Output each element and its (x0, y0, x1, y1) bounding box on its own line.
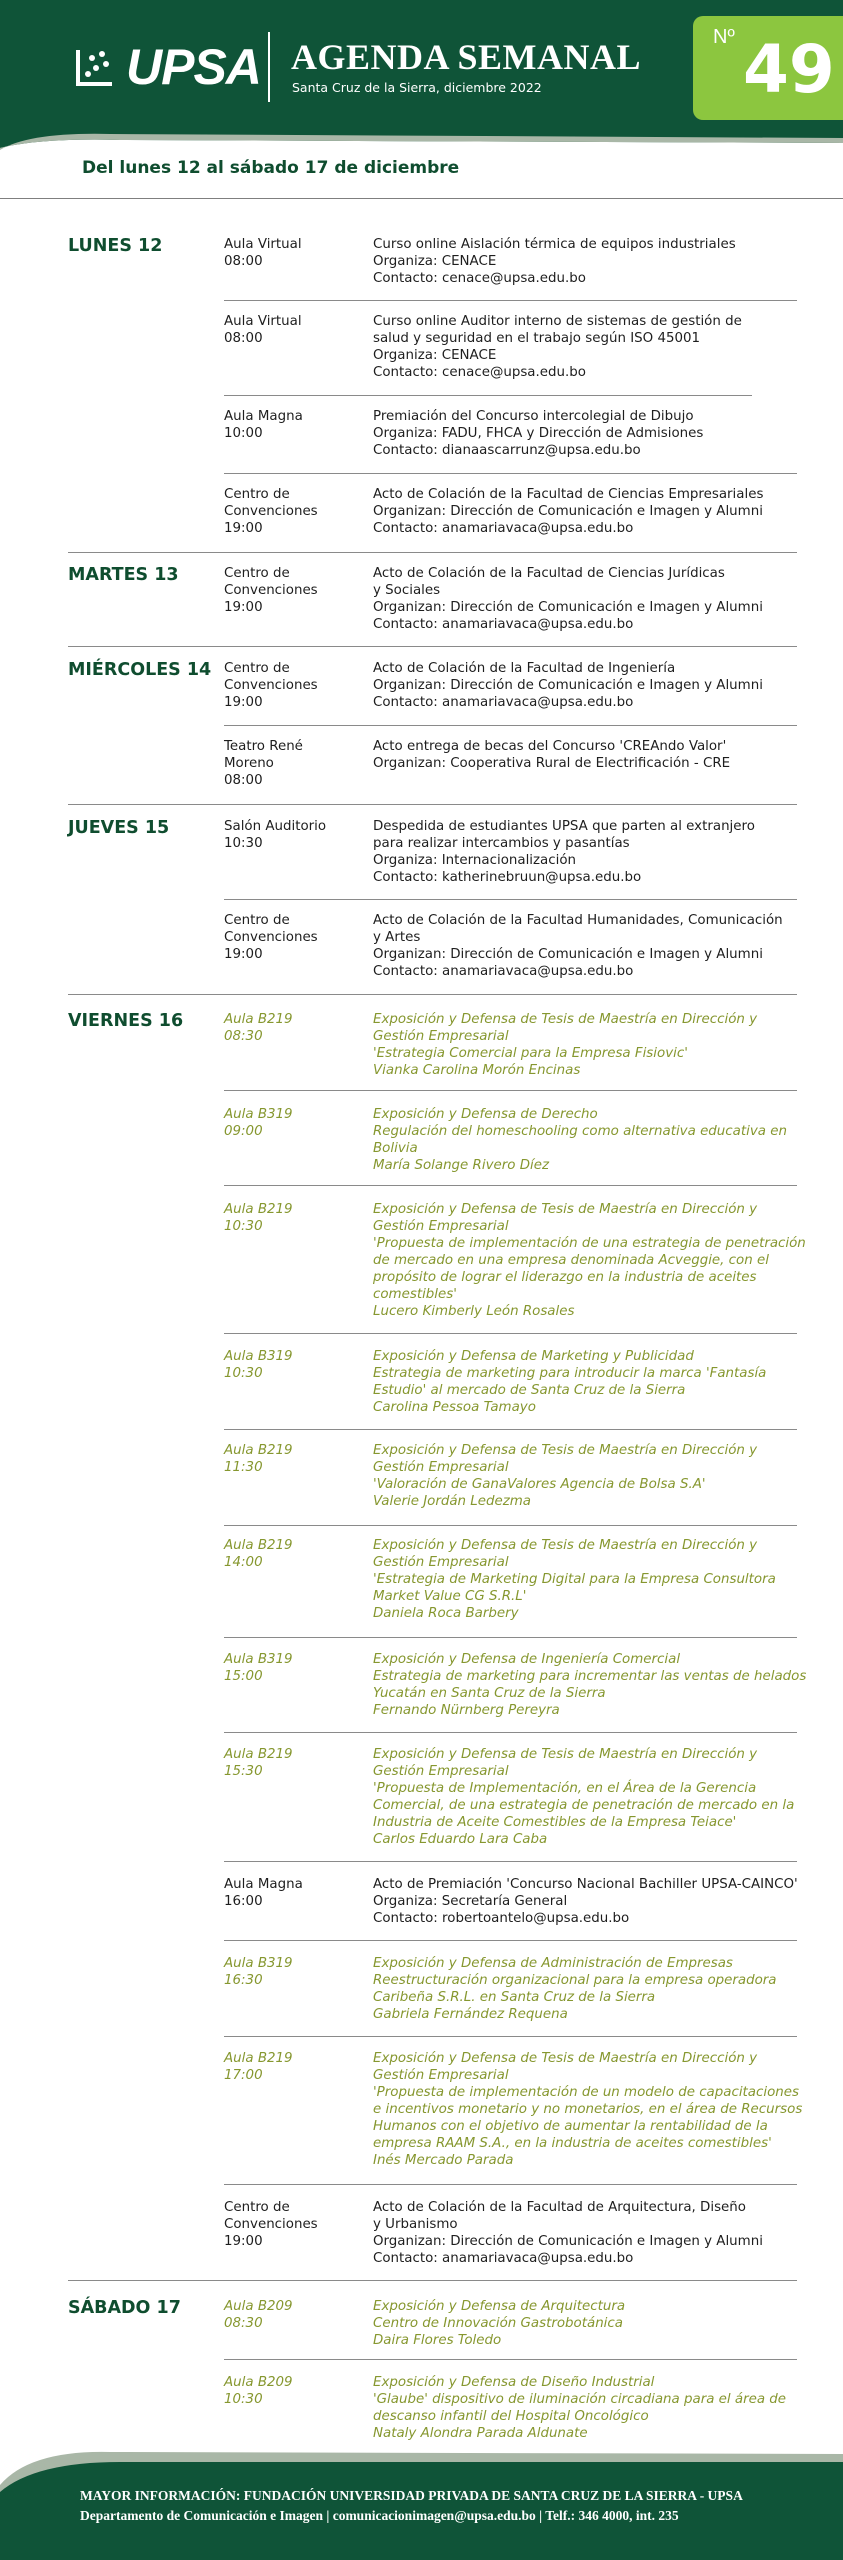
event-description-line: Despedida de estudiantes UPSA que parten al extranjero (373, 819, 755, 834)
event-description-line: Acto de Colación de la Facultad Humanidades, Comunicación (373, 913, 783, 928)
event-description-line: y Artes (373, 930, 421, 945)
event-description-line: empresa RAAM S.A., en la industria de aceites comestibles' (373, 2136, 772, 2151)
event-description-line: Comercial, de una estrategia de penetración de mercado en la (373, 1798, 795, 1813)
event-description-line: Exposición y Defensa de Tesis de Maestría en Dirección y (373, 1747, 758, 1762)
event-time: 10:30 (224, 1366, 263, 1381)
event-place-time (224, 1106, 364, 1140)
event-description-line: y Urbanismo (373, 2217, 458, 2232)
day-label-viernes: VIERNES 16 (68, 1011, 184, 1031)
event-description-line: Carlos Eduardo Lara Caba (373, 1832, 548, 1847)
event-time: 08:30 (224, 1029, 263, 1044)
event-time: 10:30 (224, 836, 263, 851)
event-place-time (224, 1876, 364, 1910)
event-location: Aula Virtual (224, 314, 302, 329)
event-description-line: Exposición y Defensa de Tesis de Maestría en Dirección y (373, 1443, 758, 1458)
event-description-line: Acto entrega de becas del Concurso 'CREAndo Valor' (373, 739, 727, 754)
event-divider (224, 1861, 797, 1862)
event-place-time (224, 912, 364, 963)
footer-info-title: MAYOR INFORMACIÓN: FUNDACIÓN UNIVERSIDAD PRIVADA DE SANTA CRUZ DE LA SIERRA - UPSA (80, 2488, 743, 2503)
issue-badge (693, 16, 843, 120)
event-divider (224, 1637, 797, 1638)
day-label-sabado: SÁBADO 17 (68, 2298, 181, 2318)
event-description-line: de mercado en una empresa denominada Acveggie, con el (373, 1253, 769, 1268)
event-location: Aula B319 (224, 1107, 293, 1122)
event-description-line: Contacto: dianaascarrunz@upsa.edu.bo (373, 443, 641, 458)
event-description (373, 486, 808, 537)
event-place-time (224, 565, 364, 616)
event-location: Aula B219 (224, 1202, 293, 1217)
event-description-line: salud y seguridad en el trabajo según ISO 45001 (373, 331, 701, 346)
section-divider (0, 198, 843, 199)
event-time: 08:00 (224, 773, 263, 788)
event-description-line: Contacto: anamariavaca@upsa.edu.bo (373, 521, 634, 536)
event-description (373, 1201, 808, 1320)
event-description-line: 'Valoración de GanaValores Agencia de Bolsa S.A' (373, 1477, 706, 1492)
page-subtitle: Santa Cruz de la Sierra, diciembre 2022 (292, 80, 542, 95)
week-range: Del lunes 12 al sábado 17 de diciembre (82, 158, 460, 178)
day-label-jueves: JUEVES 15 (68, 818, 170, 838)
event-location: Convenciones (224, 583, 318, 598)
event-description-line: Nataly Alondra Parada Aldunate (373, 2426, 588, 2441)
event-description-line: Contacto: cenace@upsa.edu.bo (373, 271, 586, 286)
event-place-time (224, 2199, 364, 2250)
event-description-line: Gestión Empresarial (373, 1764, 509, 1779)
event-description-line: Exposición y Defensa de Tesis de Maestría en Dirección y (373, 1012, 758, 1027)
event-description-line: Contacto: cenace@upsa.edu.bo (373, 365, 586, 380)
event-description (373, 1746, 808, 1848)
event-description-line: Organizan: Cooperativa Rural de Electrificación - CRE (373, 756, 731, 771)
event-place-time (224, 1348, 364, 1382)
event-description-line: Lucero Kimberly León Rosales (373, 1304, 575, 1319)
event-time: 19:00 (224, 521, 263, 536)
event-location: Aula B209 (224, 2375, 293, 2390)
event-description-line: Organiza: Internacionalización (373, 853, 577, 868)
event-description-line: Market Value CG S.R.L' (373, 1589, 527, 1604)
event-description-line: 'Propuesta de implementación de una estrategia de penetración (373, 1236, 806, 1251)
event-description (373, 313, 808, 381)
event-description (373, 1651, 808, 1719)
day-label-miercoles: MIÉRCOLES 14 (68, 660, 212, 680)
event-divider (224, 725, 797, 726)
event-location: Aula B209 (224, 2299, 293, 2314)
event-description-line: Contacto: anamariavaca@upsa.edu.bo (373, 695, 634, 710)
event-place-time (224, 1746, 364, 1780)
event-time: 19:00 (224, 600, 263, 615)
event-description-line: 'Estrategia Comercial para la Empresa Fisiovic' (373, 1046, 688, 1061)
event-time: 16:00 (224, 1894, 263, 1909)
issue-number: 49 (743, 31, 835, 108)
event-location: Aula Virtual (224, 237, 302, 252)
event-place-time (224, 486, 364, 537)
event-place-time (224, 2050, 364, 2084)
event-description-line: e incentivos monetario y no monetarios, en el área de Recursos (373, 2102, 803, 2117)
event-time: 19:00 (224, 695, 263, 710)
event-time: 14:00 (224, 1555, 263, 1570)
event-description (373, 1442, 808, 1510)
event-description-line: 'Propuesta de Implementación, en el Área de la Gerencia (373, 1781, 757, 1796)
event-description-line: Exposición y Defensa de Administración de Empresas (373, 1956, 733, 1971)
event-description-line: Inés Mercado Parada (373, 2153, 514, 2168)
event-description-line: Acto de Colación de la Facultad de Ingeniería (373, 661, 676, 676)
event-description-line: Exposición y Defensa de Marketing y Publicidad (373, 1349, 694, 1364)
day-label-lunes: LUNES 12 (68, 236, 163, 256)
event-description-line: Daira Flores Toledo (373, 2333, 502, 2348)
event-description (373, 2298, 808, 2349)
event-description-line: Estudio' al mercado de Santa Cruz de la Sierra (373, 1383, 686, 1398)
event-time: 10:30 (224, 1219, 263, 1234)
event-description-line: Contacto: katherinebruun@upsa.edu.bo (373, 870, 642, 885)
day-divider (68, 994, 797, 995)
event-place-time (224, 1442, 364, 1476)
event-location: Centro de (224, 2200, 290, 2215)
event-description-line: y Sociales (373, 583, 441, 598)
day-divider (68, 646, 797, 647)
footer-contact: Departamento de Comunicación e Imagen | comunicacionimagen@upsa.edu.bo | Telf.: 346 4000, int. 235 (80, 2508, 679, 2523)
event-divider (224, 1185, 797, 1186)
event-description-line: Gestión Empresarial (373, 2068, 509, 2083)
event-description-line: Acto de Premiación 'Concurso Nacional Bachiller UPSA-CAINCO' (373, 1877, 798, 1892)
event-description (373, 2050, 808, 2169)
event-location: Aula B219 (224, 1538, 293, 1553)
event-time: 10:30 (224, 2392, 263, 2407)
event-location: Aula B319 (224, 1349, 293, 1364)
event-description-line: 'Estrategia de Marketing Digital para la Empresa Consultora (373, 1572, 776, 1587)
event-description-line: Gestión Empresarial (373, 1460, 509, 1475)
event-location: Centro de (224, 913, 290, 928)
event-place-time (224, 1955, 364, 1989)
event-time: 16:30 (224, 1973, 263, 1988)
event-location: Centro de (224, 661, 290, 676)
event-description-line: Acto de Colación de la Facultad de Arquitectura, Diseño (373, 2200, 746, 2215)
event-description-line: Exposición y Defensa de Tesis de Maestría en Dirección y (373, 1202, 758, 1217)
event-description-line: Organiza: CENACE (373, 254, 497, 269)
event-description-line: Caribeña S.R.L. en Santa Cruz de la Sierra (373, 1990, 656, 2005)
event-time: 08:00 (224, 254, 263, 269)
event-description-line: Acto de Colación de la Facultad de Ciencias Empresariales (373, 487, 764, 502)
event-time: 08:30 (224, 2316, 263, 2331)
event-description-line: descanso infantil del Hospital Oncológico (373, 2409, 649, 2424)
event-divider (224, 1333, 797, 1334)
event-place-time (224, 1011, 364, 1045)
event-description-line: Industria de Aceite Comestibles de la Empresa Teiace' (373, 1815, 737, 1830)
event-place-time (224, 1201, 364, 1235)
event-description-line: Organiza: CENACE (373, 348, 497, 363)
event-description-line: Gestión Empresarial (373, 1219, 509, 1234)
event-time: 15:00 (224, 1669, 263, 1684)
event-description-line: Contacto: anamariavaca@upsa.edu.bo (373, 617, 634, 632)
upsa-logo-icon (72, 44, 118, 90)
event-divider (224, 2036, 797, 2037)
event-description-line: María Solange Rivero Díez (373, 1158, 549, 1173)
event-description (373, 236, 808, 287)
event-place-time (224, 1537, 364, 1571)
event-location: Convenciones (224, 678, 318, 693)
event-description-line: Vianka Carolina Morón Encinas (373, 1063, 581, 1078)
event-description-line: comestibles' (373, 1287, 457, 1302)
event-location: Salón Auditorio (224, 819, 327, 834)
event-description-line: 'Propuesta de implementación de un modelo de capacitaciones (373, 2085, 799, 2100)
event-time: 11:30 (224, 1460, 263, 1475)
event-place-time (224, 313, 364, 347)
event-location: Aula Magna (224, 1877, 303, 1892)
event-description-line: Estrategia de marketing para introducir la marca 'Fantasía (373, 1366, 767, 1381)
event-description-line: Organizan: Dirección de Comunicación e Imagen y Alumni (373, 2234, 763, 2249)
event-description-line: Humanos con el objetivo de aumentar la rentabilidad de la (373, 2119, 768, 2134)
event-location: Aula Magna (224, 409, 303, 424)
header-divider (268, 32, 270, 102)
event-description-line: Yucatán en Santa Cruz de la Sierra (373, 1686, 606, 1701)
event-divider (224, 1525, 797, 1526)
event-location: Convenciones (224, 2217, 318, 2232)
event-description-line: Exposición y Defensa de Diseño Industrial (373, 2375, 655, 2390)
event-description-line: Carolina Pessoa Tamayo (373, 1400, 536, 1415)
event-description-line: Regulación del homeschooling como alternativa educativa en (373, 1124, 787, 1139)
page-title: AGENDA SEMANAL (291, 37, 642, 77)
event-divider (224, 1940, 797, 1941)
event-description-line: Gestión Empresarial (373, 1029, 509, 1044)
event-description-line: Contacto: anamariavaca@upsa.edu.bo (373, 964, 634, 979)
event-description (373, 1348, 808, 1416)
event-description (373, 1106, 808, 1174)
event-description-line: Valerie Jordán Ledezma (373, 1494, 531, 1509)
day-divider (68, 552, 797, 553)
event-divider (224, 1090, 797, 1091)
event-description-line: Exposición y Defensa de Arquitectura (373, 2299, 626, 2314)
event-location: Convenciones (224, 504, 318, 519)
event-description-line: Curso online Aislación térmica de equipos industriales (373, 237, 736, 252)
event-description-line: Premiación del Concurso intercolegial de Dibujo (373, 409, 694, 424)
event-description-line: Acto de Colación de la Facultad de Ciencias Jurídicas (373, 566, 725, 581)
event-description-line: Curso online Auditor interno de sistemas de gestión de (373, 314, 742, 329)
event-description-line: Organizan: Dirección de Comunicación e Imagen y Alumni (373, 504, 763, 519)
event-description-line: para realizar intercambios y pasantías (373, 836, 630, 851)
event-place-time (224, 818, 364, 852)
event-description (373, 2374, 808, 2442)
event-time: 19:00 (224, 2234, 263, 2249)
event-description-line: Reestructuración organizacional para la empresa operadora (373, 1973, 777, 1988)
event-description (373, 818, 808, 886)
event-location: Teatro René (224, 739, 303, 754)
event-location: Aula B319 (224, 1956, 293, 1971)
event-description-line: Contacto: robertoantelo@upsa.edu.bo (373, 1911, 630, 1926)
event-divider (224, 2359, 797, 2360)
event-description-line: 'Glaube' dispositivo de iluminación circadiana para el área de (373, 2392, 787, 2407)
day-divider (68, 804, 797, 805)
event-place-time (224, 660, 364, 711)
event-location: Convenciones (224, 930, 318, 945)
event-time: 17:00 (224, 2068, 263, 2083)
event-description-line: Exposición y Defensa de Derecho (373, 1107, 598, 1122)
logo-text: UPSA (126, 39, 261, 95)
event-place-time (224, 2374, 364, 2408)
event-description-line: Organiza: Secretaría General (373, 1894, 568, 1909)
event-description-line: Exposición y Defensa de Tesis de Maestría en Dirección y (373, 1538, 758, 1553)
event-description-line: Organizan: Dirección de Comunicación e Imagen y Alumni (373, 600, 763, 615)
event-description (373, 408, 808, 459)
event-location: Aula B319 (224, 1652, 293, 1667)
event-description (373, 565, 808, 633)
upsa-logo (72, 38, 261, 96)
event-description-line: Gestión Empresarial (373, 1555, 509, 1570)
event-divider (224, 2184, 797, 2185)
event-description-line: Bolivia (373, 1141, 418, 1156)
event-location: Aula B219 (224, 1443, 293, 1458)
event-divider (224, 395, 752, 396)
event-description (373, 1537, 808, 1622)
event-description (373, 660, 808, 711)
event-description-line: Organizan: Dirección de Comunicación e Imagen y Alumni (373, 947, 763, 962)
event-place-time (224, 738, 364, 789)
event-location: Aula B219 (224, 1012, 293, 1027)
event-description (373, 2199, 808, 2267)
event-location: Centro de (224, 487, 290, 502)
event-time: 08:00 (224, 331, 263, 346)
event-description-line: Organiza: FADU, FHCA y Dirección de Admisiones (373, 426, 704, 441)
event-time: 09:00 (224, 1124, 263, 1139)
event-time: 10:00 (224, 426, 263, 441)
event-description-line: Contacto: anamariavaca@upsa.edu.bo (373, 2251, 634, 2266)
event-divider (224, 300, 797, 301)
event-location: Centro de (224, 566, 290, 581)
event-description-line: Exposición y Defensa de Ingeniería Comercial (373, 1652, 681, 1667)
event-divider (224, 1429, 797, 1430)
event-time: 15:30 (224, 1764, 263, 1779)
event-time: 19:00 (224, 947, 263, 962)
day-label-martes: MARTES 13 (68, 565, 179, 585)
event-divider (224, 1732, 797, 1733)
issue-prefix: Nº (713, 26, 735, 48)
event-divider (224, 899, 797, 900)
event-description (373, 1876, 808, 1927)
event-place-time (224, 1651, 364, 1685)
day-divider (68, 2280, 797, 2281)
event-description-line: Centro de Innovación Gastrobotánica (373, 2316, 623, 2331)
event-location: Aula B219 (224, 1747, 293, 1762)
event-description-line: Fernando Nürnberg Pereyra (373, 1703, 560, 1718)
event-description-line: Daniela Roca Barbery (373, 1606, 519, 1621)
event-description-line: propósito de lograr el liderazgo en la industria de aceites (373, 1270, 757, 1285)
event-description (373, 738, 808, 772)
event-location: Moreno (224, 756, 274, 771)
event-description-line: Gabriela Fernández Requena (373, 2007, 568, 2022)
event-divider (224, 473, 797, 474)
event-location: Aula B219 (224, 2051, 293, 2066)
event-description-line: Exposición y Defensa de Tesis de Maestría en Dirección y (373, 2051, 758, 2066)
event-place-time (224, 236, 364, 270)
event-place-time (224, 408, 364, 442)
event-description-line: Estrategia de marketing para incrementar las ventas de helados (373, 1669, 807, 1684)
event-place-time (224, 2298, 364, 2332)
event-description (373, 1011, 808, 1079)
event-description (373, 1955, 808, 2023)
event-description-line: Organizan: Dirección de Comunicación e Imagen y Alumni (373, 678, 763, 693)
event-description (373, 912, 808, 980)
